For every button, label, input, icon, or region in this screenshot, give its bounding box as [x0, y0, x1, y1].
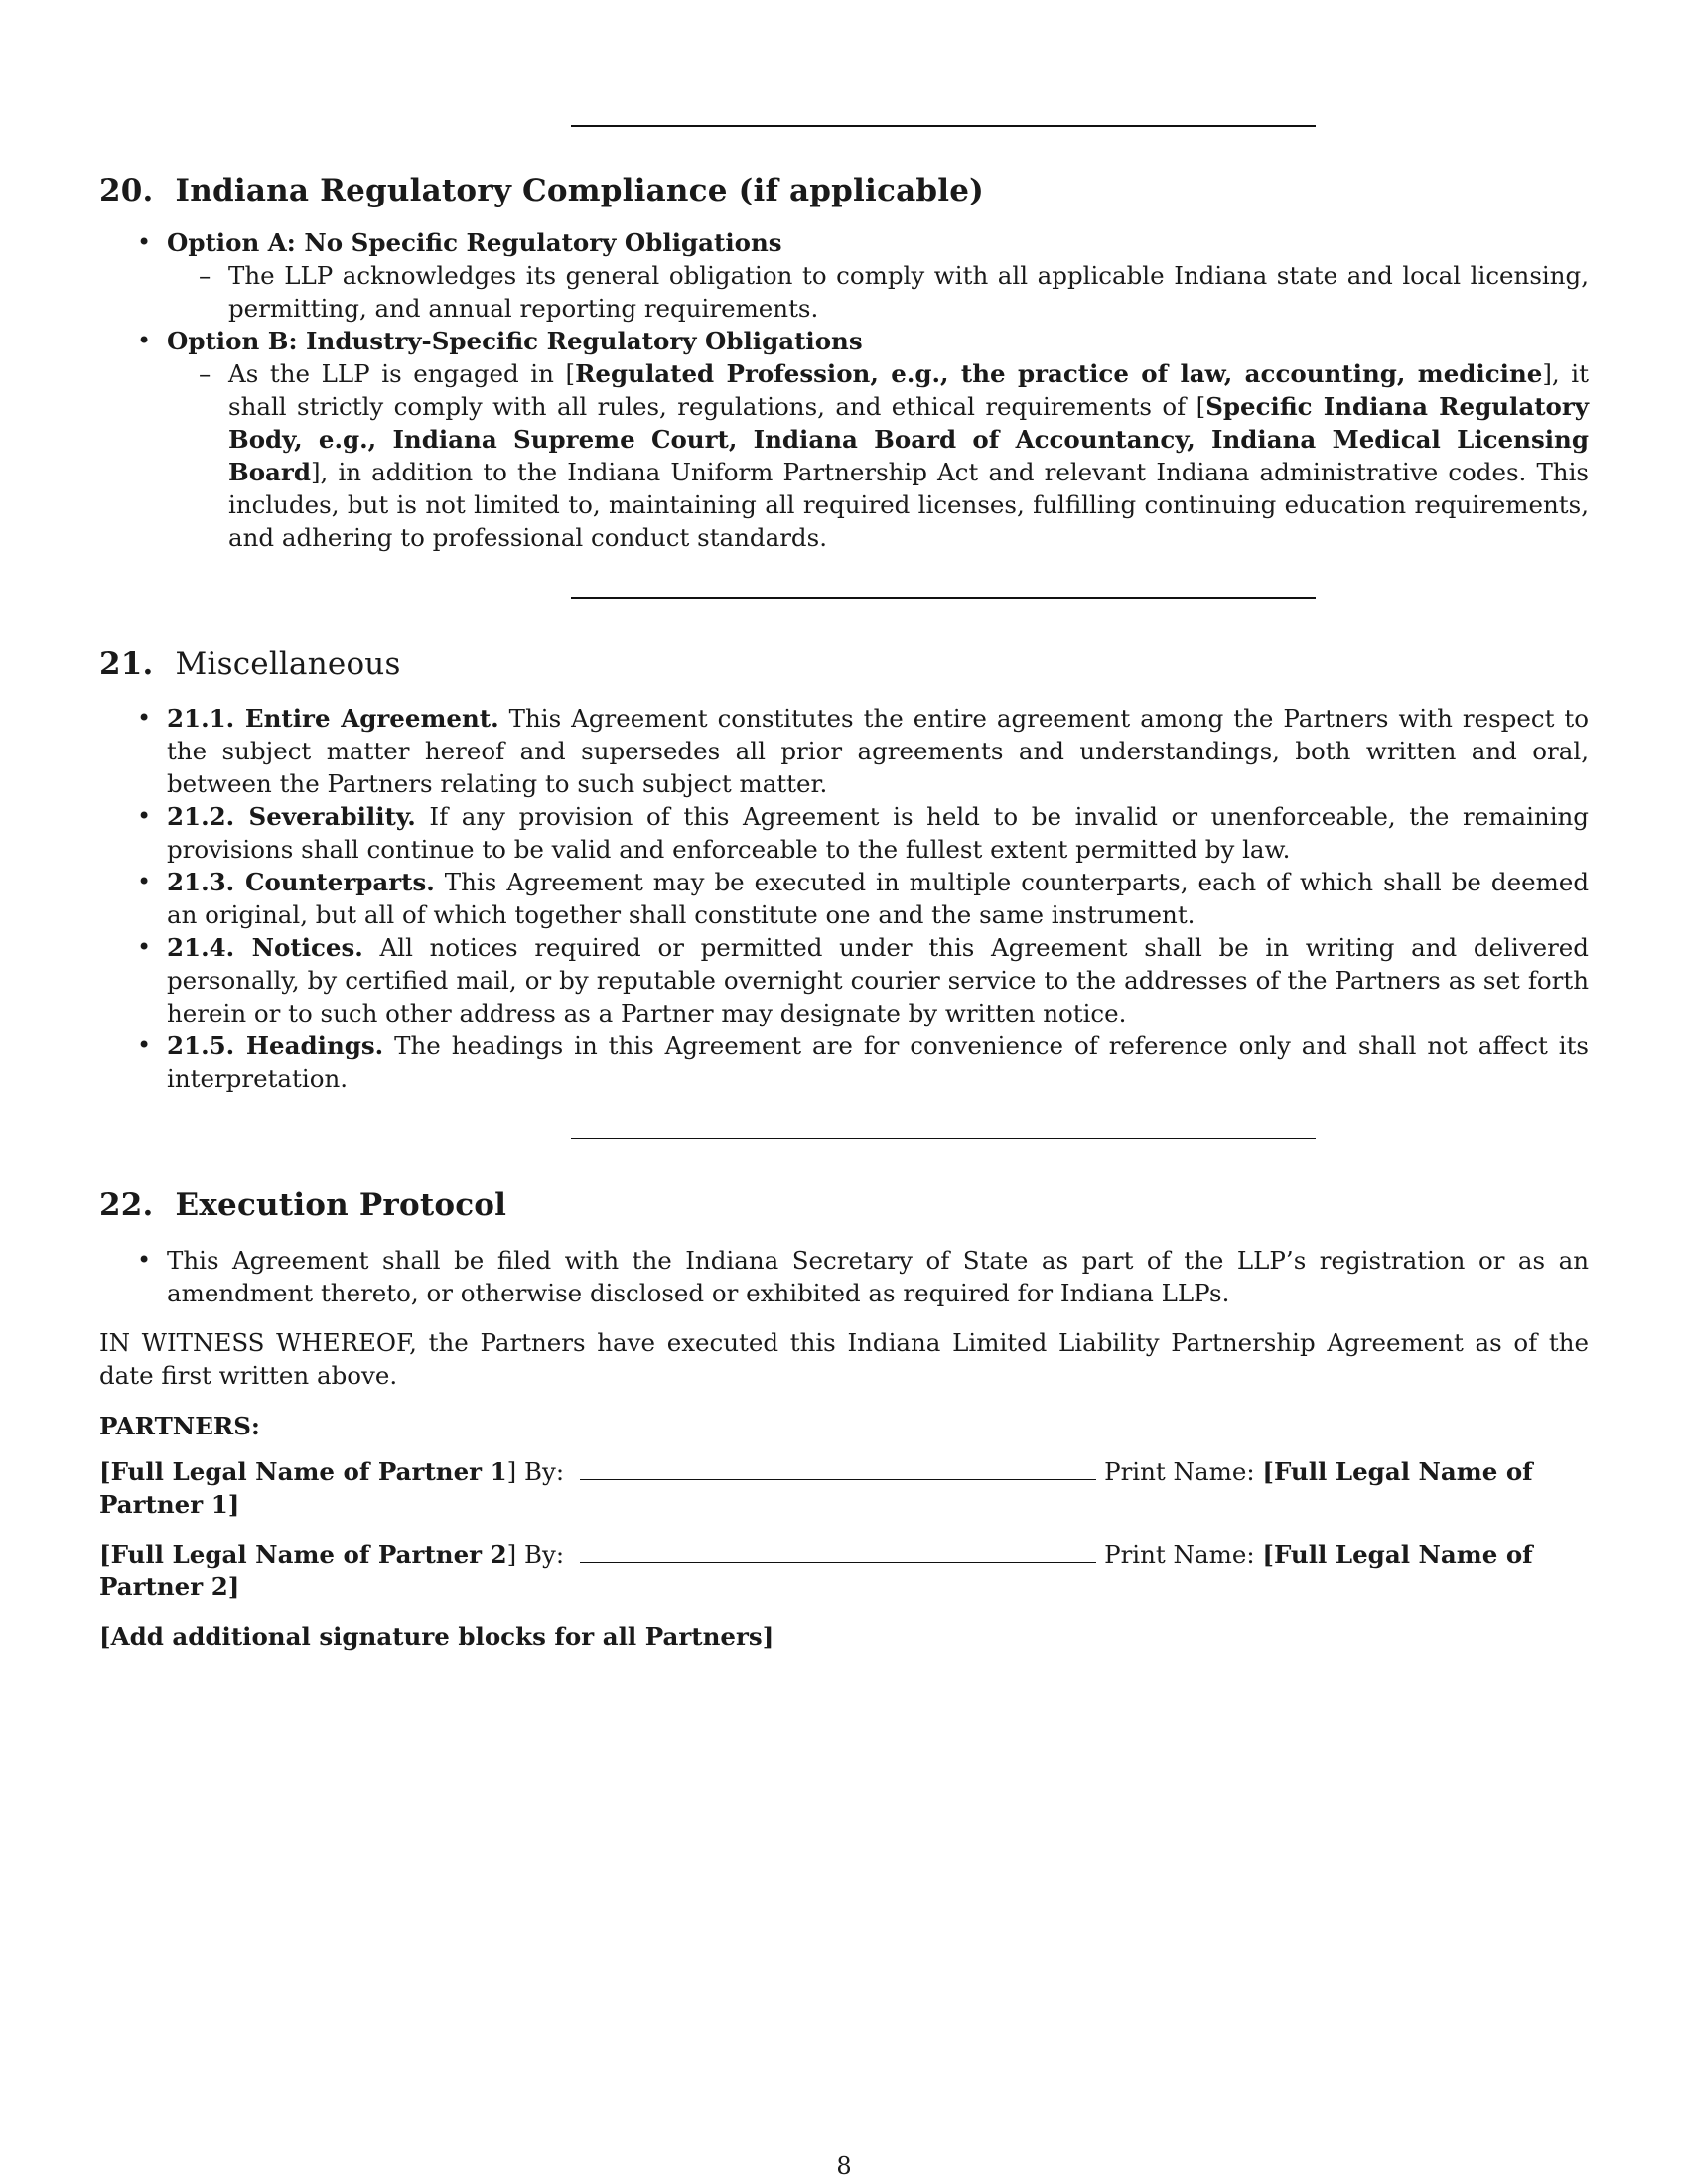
execution-bullet: • This Agreement shall be filed with the Indiana Secretary of State as part of the LLP’s registration or as an amendment thereto, or otherwise disclosed or exhibited as required for Indiana LLPs. — [99, 1244, 1589, 1309]
option-b-text: – As the LLP is engaged in [Regulated Profession, e.g., the practice of law, accounting, medicine], it shall strictly comply with all rules, regulations, and ethical requirements of [Specific Indiana Regulatory Body, e.g., Indiana Supreme Court, Indiana Board of Accountancy, Indiana Medical Licensing Board], in addition to the Indiana Uniform Partnership Act and relevant Indiana administrative codes. This includes, but is not limited to, maintaining all required licenses, fulfilling continuing education requirements, and adhering to professional conduct standards. — [199, 359, 1590, 552]
option-a-text: – The LLP acknowledges its general obligation to comply with all applicable Indiana state and local licensing, permitting, and annual reporting requirements. — [199, 261, 1589, 323]
misc-item-entire-agreement: • 21.1. Entire Agreement. This Agreement constitutes the entire agreement among the Partners with respect to the subject matter hereof and supersedes all prior agreements and understandings, both written and oral, between the Partners relating to such subject matter. — [99, 702, 1589, 800]
signature-block-partner-2: [Full Legal Name of Partner 2] By: Print Name: [Full Legal Name of Partner 2] — [99, 1540, 1533, 1601]
signature-line[interactable] — [580, 1540, 1096, 1563]
section-21-heading: 21. Miscellaneous — [99, 646, 401, 682]
misc-item-headings: • 21.5. Headings. The headings in this Agreement are for convenience of reference only and shall not affect its interpretation. — [99, 1029, 1589, 1095]
section-22-body — [99, 1244, 1589, 1309]
page-number: 8 — [836, 2152, 852, 2180]
option-a-heading: Option A: No Specific Regulatory Obligations — [167, 228, 782, 257]
section-20-heading: 20. Indiana Regulatory Compliance (if applicable) — [99, 173, 985, 208]
signature-block-partner-1: [Full Legal Name of Partner 1] By: Print Name: [Full Legal Name of Partner 1] — [99, 1457, 1533, 1519]
witness-paragraph: IN WITNESS WHEREOF, the Partners have executed this Indiana Limited Liability Partnership Agreement as of the date first written above. — [99, 1328, 1589, 1390]
section-20-body — [99, 226, 1589, 554]
misc-item-notices: • 21.4. Notices. All notices required or permitted under this Agreement shall be in writing and delivered personally, by certified mail, or by reputable overnight courier service to the addresses of the Partners as set forth herein or to such other address as a Partner may designate by written notice. — [99, 931, 1589, 1029]
option-a-item — [99, 226, 1589, 259]
option-b-heading: Option B: Industry-Specific Regulatory Obligations — [167, 327, 863, 355]
section-divider — [571, 597, 1316, 599]
partners-heading: PARTNERS: — [99, 1412, 260, 1440]
section-21-body — [99, 702, 1589, 1095]
section-22-heading: 22. Execution Protocol — [99, 1187, 507, 1223]
misc-item-severability: • 21.2. Severability. If any provision of this Agreement is held to be invalid or unenforceable, the remaining provisions shall continue to be valid and enforceable to the fullest extent permitted by law. — [99, 800, 1589, 866]
section-divider — [571, 1138, 1316, 1139]
document-page — [99, 0, 1589, 2184]
option-b-item — [99, 325, 1589, 357]
additional-signatures-note: [Add additional signature blocks for all Partners] — [99, 1622, 774, 1651]
section-divider — [571, 125, 1316, 127]
misc-item-counterparts: • 21.3. Counterparts. This Agreement may be executed in multiple counterparts, each of which shall be deemed an original, but all of which together shall constitute one and the same instrument. — [99, 866, 1589, 931]
signature-line[interactable] — [580, 1457, 1096, 1480]
